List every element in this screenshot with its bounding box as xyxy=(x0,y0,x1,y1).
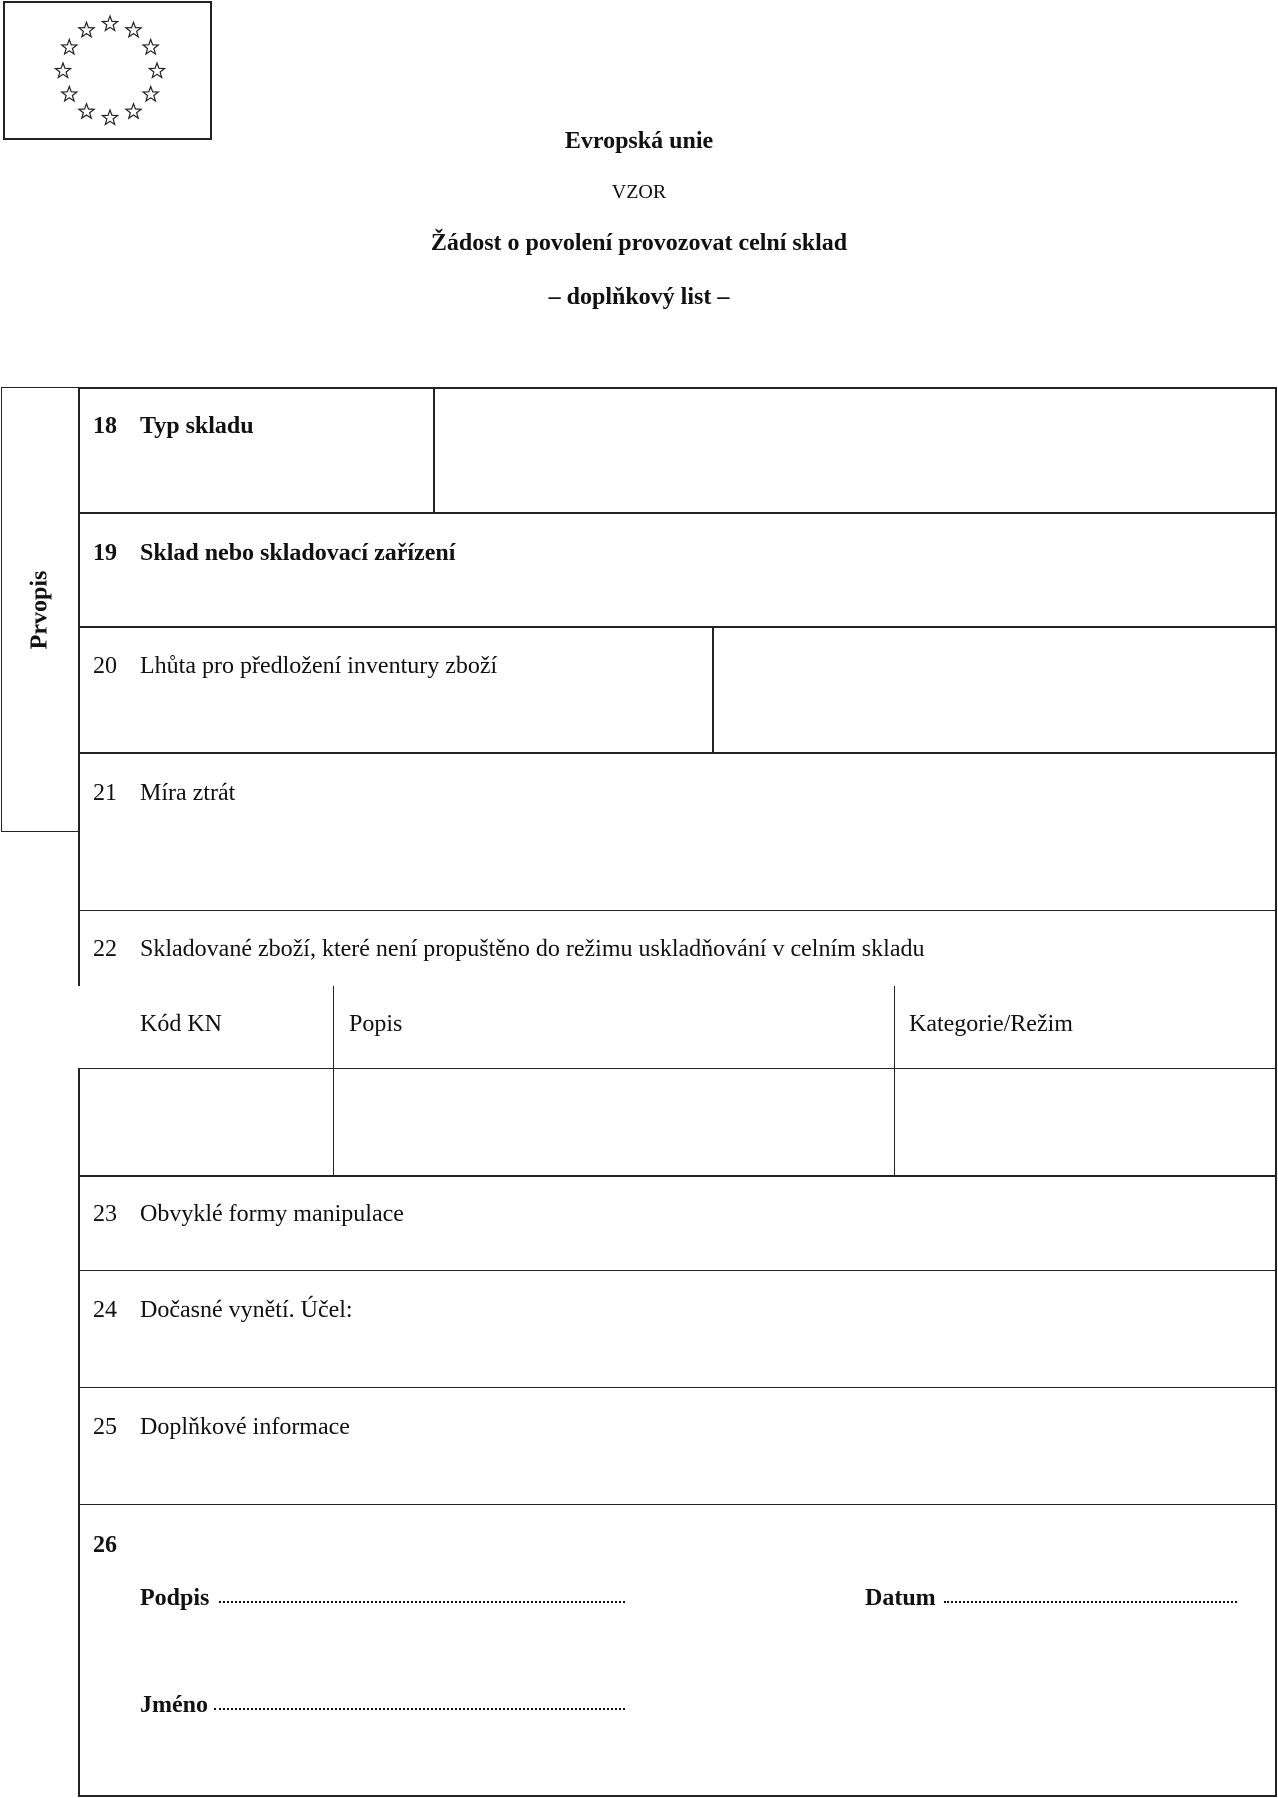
divider-22-23 xyxy=(78,1175,1277,1177)
header-title: Žádost o povolení provozovat celní sklad xyxy=(430,230,848,256)
side-tab-label: Prvopis xyxy=(26,570,53,649)
divider-18-19 xyxy=(78,512,1277,514)
divider-18-value xyxy=(433,387,435,513)
divider-25-26 xyxy=(78,1504,1277,1505)
divider-col-1 xyxy=(333,986,334,1176)
field-20-number: 20 xyxy=(93,653,117,679)
name-line[interactable] xyxy=(214,1708,625,1710)
field-24-number: 24 xyxy=(93,1297,117,1323)
field-23-label: Obvyklé formy manipulace xyxy=(140,1201,404,1227)
divider-24-25 xyxy=(78,1387,1277,1388)
field-21-label: Míra ztrát xyxy=(140,780,236,806)
header-subtitle: – doplňkový list – xyxy=(548,284,730,310)
field-24-value[interactable] xyxy=(80,1326,1275,1386)
field-19-value[interactable] xyxy=(80,570,1275,625)
field-26-number: 26 xyxy=(93,1532,117,1558)
field-22-col-header-description: Popis xyxy=(349,1011,403,1037)
header-model: VZOR xyxy=(611,181,667,203)
divider-21-22 xyxy=(78,910,1277,911)
field-25-value[interactable] xyxy=(80,1443,1275,1503)
divider-23-24 xyxy=(78,1270,1277,1271)
side-tab xyxy=(1,387,78,832)
star-icon xyxy=(79,104,94,118)
signature-line[interactable] xyxy=(219,1601,625,1603)
field-22-cell-category[interactable] xyxy=(896,1070,1275,1174)
field-23-number: 23 xyxy=(93,1201,117,1227)
divider-col-2 xyxy=(894,986,895,1176)
field-21-number: 21 xyxy=(93,780,117,806)
star-icon xyxy=(62,40,77,54)
divider-20-21 xyxy=(78,752,1277,754)
date-label: Datum xyxy=(865,1585,936,1611)
field-25-label: Doplňkové informace xyxy=(140,1414,350,1440)
star-icon xyxy=(149,63,164,77)
star-icon xyxy=(143,40,158,54)
star-icon xyxy=(55,63,70,77)
field-18-value[interactable] xyxy=(436,389,1275,511)
field-18-number: 18 xyxy=(93,413,117,439)
name-label: Jméno xyxy=(140,1692,208,1718)
signature-label: Podpis xyxy=(140,1585,210,1611)
field-18-label: Typ skladu xyxy=(140,413,254,439)
eu-flag-icon xyxy=(3,1,212,140)
star-icon xyxy=(79,22,94,36)
date-line[interactable] xyxy=(944,1601,1237,1603)
star-icon xyxy=(126,22,141,36)
star-icon xyxy=(102,110,117,124)
star-icon xyxy=(102,16,117,30)
field-20-value[interactable] xyxy=(715,628,1275,751)
star-icon xyxy=(126,104,141,118)
star-icon xyxy=(143,87,158,101)
field-22-col-header-category: Kategorie/Režim xyxy=(909,1011,1073,1037)
header-org: Evropská unie xyxy=(564,128,714,154)
field-19-label: Sklad nebo skladovací zařízení xyxy=(140,540,456,566)
field-23-value[interactable] xyxy=(80,1230,1275,1269)
field-24-label: Dočasné vynětí. Účel: xyxy=(140,1297,353,1323)
field-25-number: 25 xyxy=(93,1414,117,1440)
field-19-number: 19 xyxy=(93,540,117,566)
field-22-label: Skladované zboží, které není propuštěno do režimu uskladňování v celním skladu xyxy=(140,936,925,962)
divider-20-value xyxy=(712,626,714,753)
divider-22-header-row xyxy=(78,1068,1277,1069)
field-22-cell-description[interactable] xyxy=(335,1070,893,1174)
field-22-number: 22 xyxy=(93,936,117,962)
eu-stars-circle xyxy=(5,3,210,138)
field-22-cell-kn[interactable] xyxy=(80,1070,332,1174)
field-20-label: Lhůta pro předložení inventury zboží xyxy=(140,653,498,679)
star-icon xyxy=(62,87,77,101)
field-21-value[interactable] xyxy=(80,810,1275,909)
field-22-col-header-kn: Kód KN xyxy=(140,1011,222,1037)
